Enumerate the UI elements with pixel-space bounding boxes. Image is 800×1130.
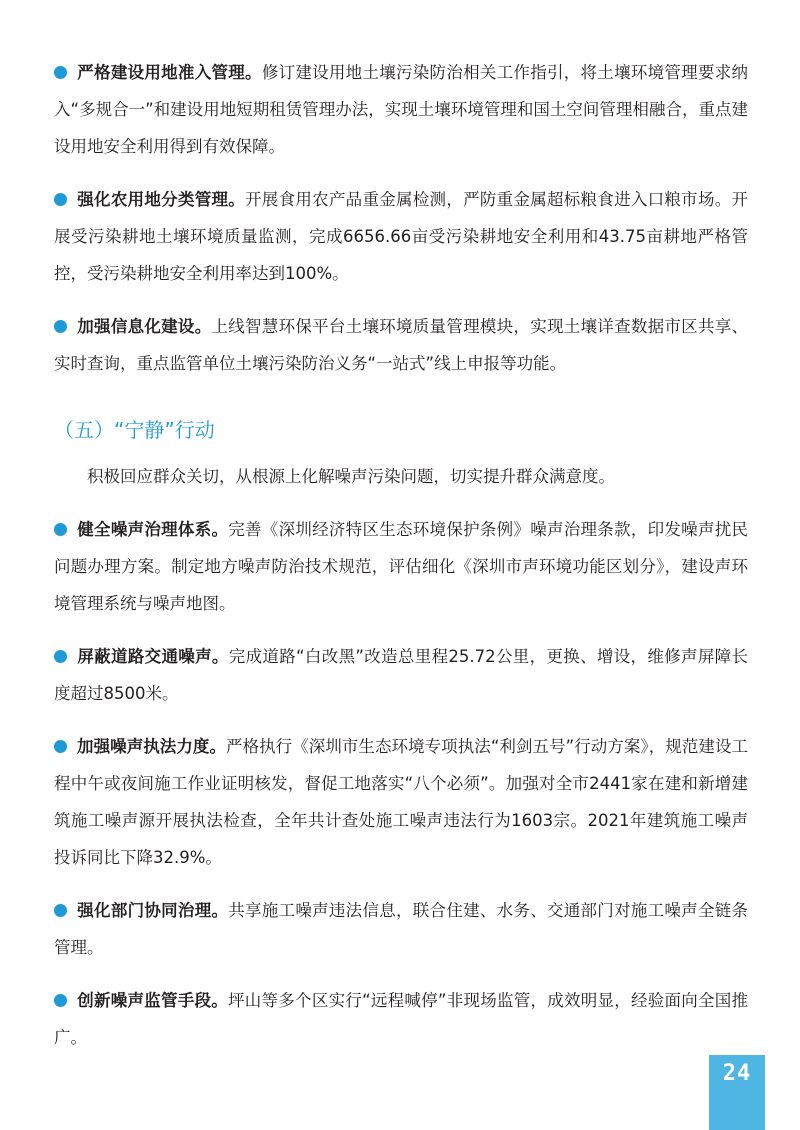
item-title: 严格建设用地准入管理。	[77, 63, 262, 82]
bullet-icon	[54, 740, 67, 753]
item-title: 加强信息化建设。	[77, 317, 212, 336]
bullet-icon	[54, 650, 67, 663]
section-intro: 积极回应群众关切，从根源上化解噪声污染问题，切实提升群众满意度。	[87, 467, 615, 486]
list-item	[54, 308, 748, 382]
list-item	[54, 982, 748, 1056]
item-text: 坪山等多个区实行“远程喊停”非现场监管，成效明显，经验面向全国推广。	[54, 991, 748, 1047]
item-title: 健全噪声治理体系。	[77, 520, 229, 539]
item-text: 开展食用农产品重金属检测，严防重金属超标粮食进入口粮市场。开展受污染耕地土壤环境质量监测，完成6656.66亩受污染耕地安全利用和43.75亩耕地严格管控，受污染耕地安全利用率达到100%。	[54, 190, 749, 283]
item-text: 修订建设用地土壤污染防治相关工作指引，将土壤环境管理要求纳入“多规合一”和建设用地短期租赁管理办法，实现土壤环境管理和国土空间管理相融合，重点建设用地安全利用得到有效保障。	[54, 63, 749, 156]
item-title: 屏蔽道路交通噪声。	[77, 647, 229, 666]
item-text: 共享施工噪声违法信息，联合住建、水务、交通部门对施工噪声全链条管理。	[54, 901, 749, 957]
item-title: 强化部门协同治理。	[77, 901, 229, 920]
item-text: 完成道路“白改黑”改造总里程25.72公里，更换、增设，维修声屏障长度超过8500米。	[54, 647, 748, 703]
list-item	[54, 181, 748, 292]
bullet-icon	[54, 994, 67, 1007]
item-text: 完善《深圳经济特区生态环境保护条例》噪声治理条款，印发噪声扰民问题办理方案。制定地方噪声防治技术规范，评估细化《深圳市声环境功能区划分》，建设声环境管理系统与噪声地图。	[54, 520, 749, 613]
item-text: 上线智慧环保平台土壤环境质量管理模块，实现土壤详查数据市区共享、实时查询，重点监管单位土壤污染防治义务“一站式”线上申报等功能。	[54, 317, 749, 373]
section-heading: （五）“宁静”行动	[54, 418, 215, 442]
list-item	[54, 892, 748, 966]
bullet-icon	[54, 523, 67, 536]
list-item	[54, 638, 748, 712]
item-title: 强化农用地分类管理。	[77, 190, 246, 209]
item-title: 创新噪声监管手段。	[77, 991, 229, 1010]
page-number: 24	[722, 1061, 752, 1086]
page-content	[54, 54, 748, 1072]
bullet-icon	[54, 193, 67, 206]
list-item	[54, 511, 748, 622]
list-item	[54, 54, 748, 165]
item-title: 加强噪声执法力度。	[77, 737, 227, 756]
page-number-box	[709, 1055, 765, 1130]
bullet-icon	[54, 320, 67, 333]
item-text: 严格执行《深圳市生态环境专项执法“利剑五号”行动方案》，规范建设工程中午或夜间施工作业证明核发，督促工地落实“八个必须”。加强对全市2441家在建和新增建筑施工噪声源开展执法检查，全年共计查处施工噪声违法行为1603宗。2021年建筑施工噪声投诉同比下降32.9%。	[54, 737, 748, 867]
list-item	[54, 728, 748, 876]
bullet-icon	[54, 904, 67, 917]
bullet-icon	[54, 66, 67, 79]
